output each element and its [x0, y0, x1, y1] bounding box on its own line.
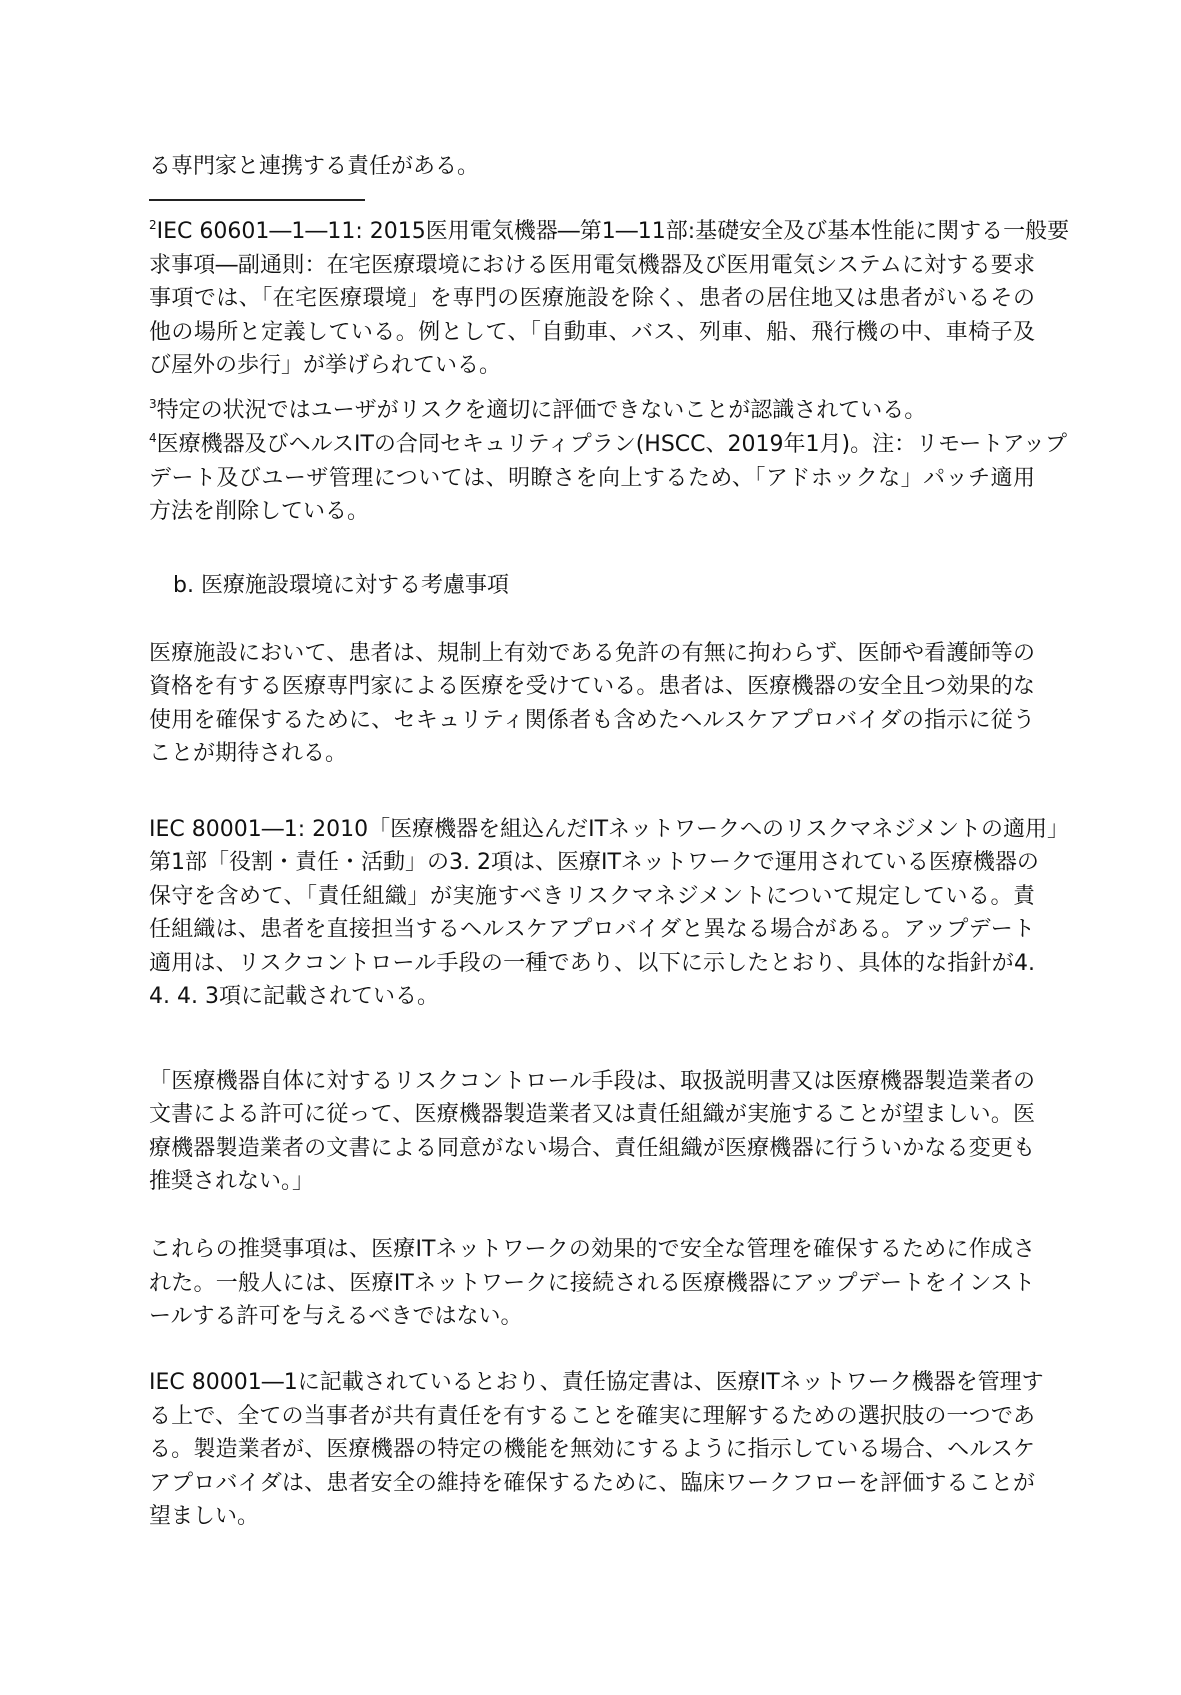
paragraph-line: る。製造業者が、医療機器の特定の機能を無効にするように指示している場合、ヘルスケ: [149, 1437, 1035, 1462]
footnote-line: 特定の状況ではユーザがリスクを適切に評価できないことが認識されている。: [156, 398, 927, 423]
paragraph-line: ールする許可を与えるべきではない。: [149, 1304, 523, 1329]
footnote-line: 求事項―副通則：在宅医療環境における医用電気機器及び医用電気システムに対する要求: [149, 253, 1035, 278]
paragraph-line: IEC 80001―1: 2010「医療機器を組込んだITネットワークへのリスクマネジメントの適用」: [149, 817, 1069, 842]
section-heading: b. 医療施設環境に対する考慮事項: [173, 573, 509, 598]
footnote-mark: 4: [149, 431, 157, 445]
paragraph-line: れた。一般人には、医療ITネットワークに接続される医療機器にアップデートをインスト: [149, 1271, 1035, 1296]
paragraph-line: これらの推奨事項は、医療ITネットワークの効果的で安全な管理を確保するために作成さ: [149, 1237, 1035, 1262]
paragraph-line: 望ましい。: [149, 1504, 260, 1529]
paragraph-line: る上で、全ての当事者が共有責任を有することを確実に理解するための選択肢の一つであ: [149, 1404, 1035, 1429]
paragraph-line: 第1部「役割・責任・活動」の3. 2項は、医療ITネットワークで運用されている医療機器の: [149, 850, 1039, 875]
footnote-line: 事項では、「在宅医療環境」を専門の医療施設を除く、患者の居住地又は患者がいるその: [149, 286, 1035, 311]
paragraph-line: 使用を確保するために、セキュリティ関係者も含めたヘルスケアプロバイダの指示に従う: [149, 708, 1035, 733]
footnote-mark: 2: [149, 218, 157, 232]
paragraph-line: 4. 4. 3項に記載されている。: [149, 984, 439, 1009]
paragraph-line: 資格を有する医療専門家による医療を受けている。患者は、医療機器の安全且つ効果的な: [149, 674, 1035, 699]
paragraph-line: 文書による許可に従って、医療機器製造業者又は責任組織が実施することが望ましい。医: [149, 1102, 1035, 1127]
footnote-line: IEC 60601―1―11: 2015医用電気機器―第1―11部:基礎安全及び基本性能に関する一般要: [156, 219, 1070, 244]
footnote-mark: 3: [149, 397, 157, 411]
footnote-line: 他の場所と定義している。例として、「自動車、バス、列車、船、飛行機の中、車椅子及: [149, 320, 1035, 345]
paragraph-line: 推奨されない。」: [149, 1169, 315, 1194]
paragraph-line: 医療施設において、患者は、規制上有効である免許の有無に拘わらず、医師や看護師等の: [149, 641, 1035, 666]
paragraph-line: アプロバイダは、患者安全の維持を確保するために、臨床ワークフローを評価することが: [149, 1471, 1035, 1496]
paragraph-line: 任組織は、患者を直接担当するヘルスケアプロバイダと異なる場合がある。アップデート: [149, 917, 1035, 942]
continuation-text: る専門家と連携する責任がある。: [149, 154, 480, 179]
footnote-separator: [149, 199, 365, 201]
paragraph-line: 療機器製造業者の文書による同意がない場合、責任組織が医療機器に行ういかなる変更も: [149, 1136, 1035, 1161]
paragraph-line: IEC 80001―1に記載されているとおり、責任協定書は、医療ITネットワーク機器を管理す: [149, 1370, 1044, 1395]
paragraph-line: 「医療機器自体に対するリスクコントロール手段は、取扱説明書又は医療機器製造業者の: [149, 1069, 1035, 1094]
footnote-line: デート及びユーザ管理については、明瞭さを向上するため、「アドホックな」パッチ適用: [149, 466, 1035, 491]
paragraph-line: 適用は、リスクコントロール手段の一種であり、以下に示したとおり、具体的な指針が4.: [149, 951, 1035, 976]
paragraph-line: ことが期待される。: [149, 741, 348, 766]
footnote-line: 医療機器及びヘルスITの合同セキュリティプラン(HSCC、2019年1月)。注：リモートアップ: [156, 432, 1068, 457]
footnote-line: び屋外の歩行」が挙げられている。: [149, 353, 502, 378]
paragraph-line: 保守を含めて、「責任組織」が実施すべきリスクマネジメントについて規定している。責: [149, 884, 1035, 909]
footnote-line: 方法を削除している。: [149, 499, 370, 524]
